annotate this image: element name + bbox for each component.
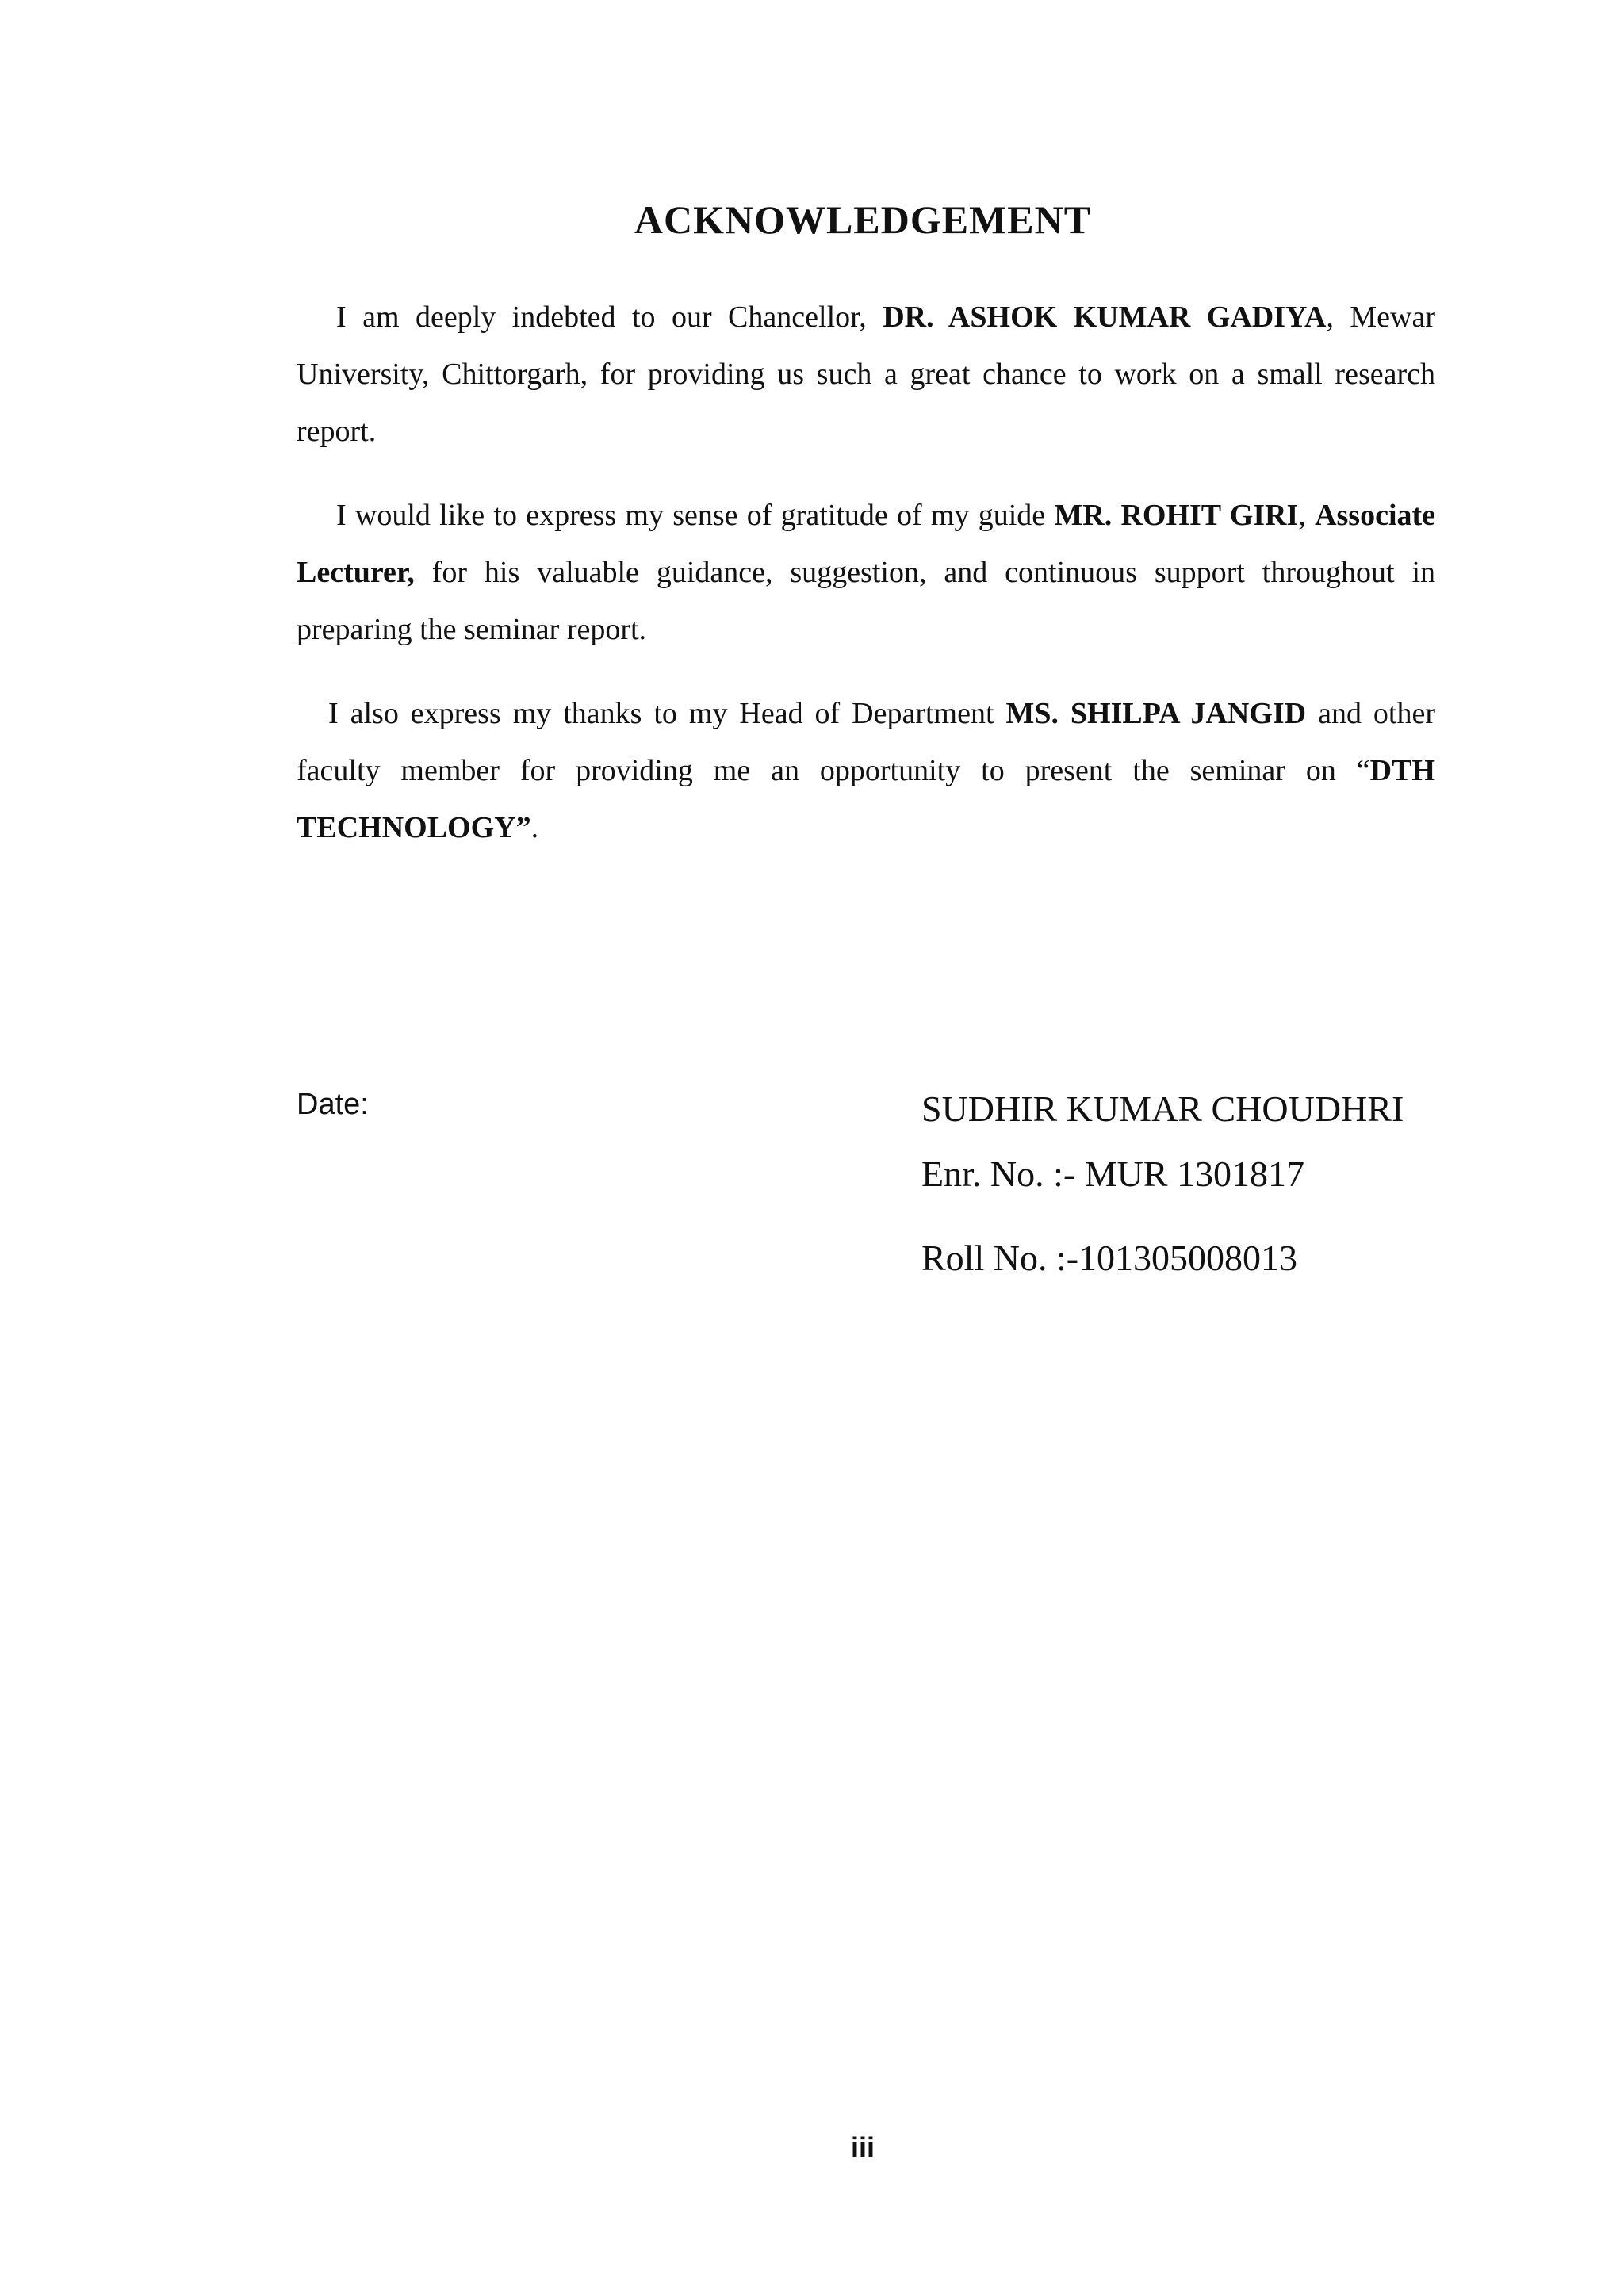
paragraph-text: I would like to express my sense of gratitude of my guide (336, 499, 1055, 532)
paragraph-guide (297, 487, 1435, 658)
guide-designation: Associate Lecturer, (297, 499, 1436, 589)
paragraph-hod (297, 685, 1435, 856)
signature-name: SUDHIR KUMAR CHOUDHRI (921, 1089, 1404, 1129)
seminar-topic: DTH TECHNOLOGY” (297, 754, 1435, 844)
paragraph-text: , (1298, 499, 1316, 532)
date-label: Date: (297, 1088, 369, 1121)
guide-name: MR. ROHIT GIRI (1054, 499, 1299, 532)
paragraph-text: I also express my thanks to my Head of Department (328, 697, 1006, 730)
hod-name: MS. SHILPA JANGID (1005, 697, 1307, 730)
paragraph-text: I am deeply indebted to our Chancellor, (336, 300, 883, 334)
paragraph-text: and other faculty member for providing me an opportunity to present the seminar on “ (297, 697, 1435, 787)
enrollment-number: Enr. No. :- MUR 1301817 (921, 1154, 1304, 1194)
paragraph-text: , Mewar University, Chittorgarh, for providing us such a great chance to work on a small research report. (297, 300, 1435, 448)
roll-number: Roll No. :-101305008013 (921, 1238, 1298, 1278)
paragraph-text: . (530, 811, 539, 844)
paragraph-chancellor (297, 289, 1435, 460)
page-number: iii (850, 2131, 875, 2164)
paragraph-text: for his valuable guidance, suggestion, and continuous support throughout in preparing the seminar report. (297, 556, 1435, 646)
page-title: ACKNOWLEDGEMENT (634, 197, 1092, 242)
chancellor-name: DR. ASHOK KUMAR GADIYA (883, 300, 1327, 334)
